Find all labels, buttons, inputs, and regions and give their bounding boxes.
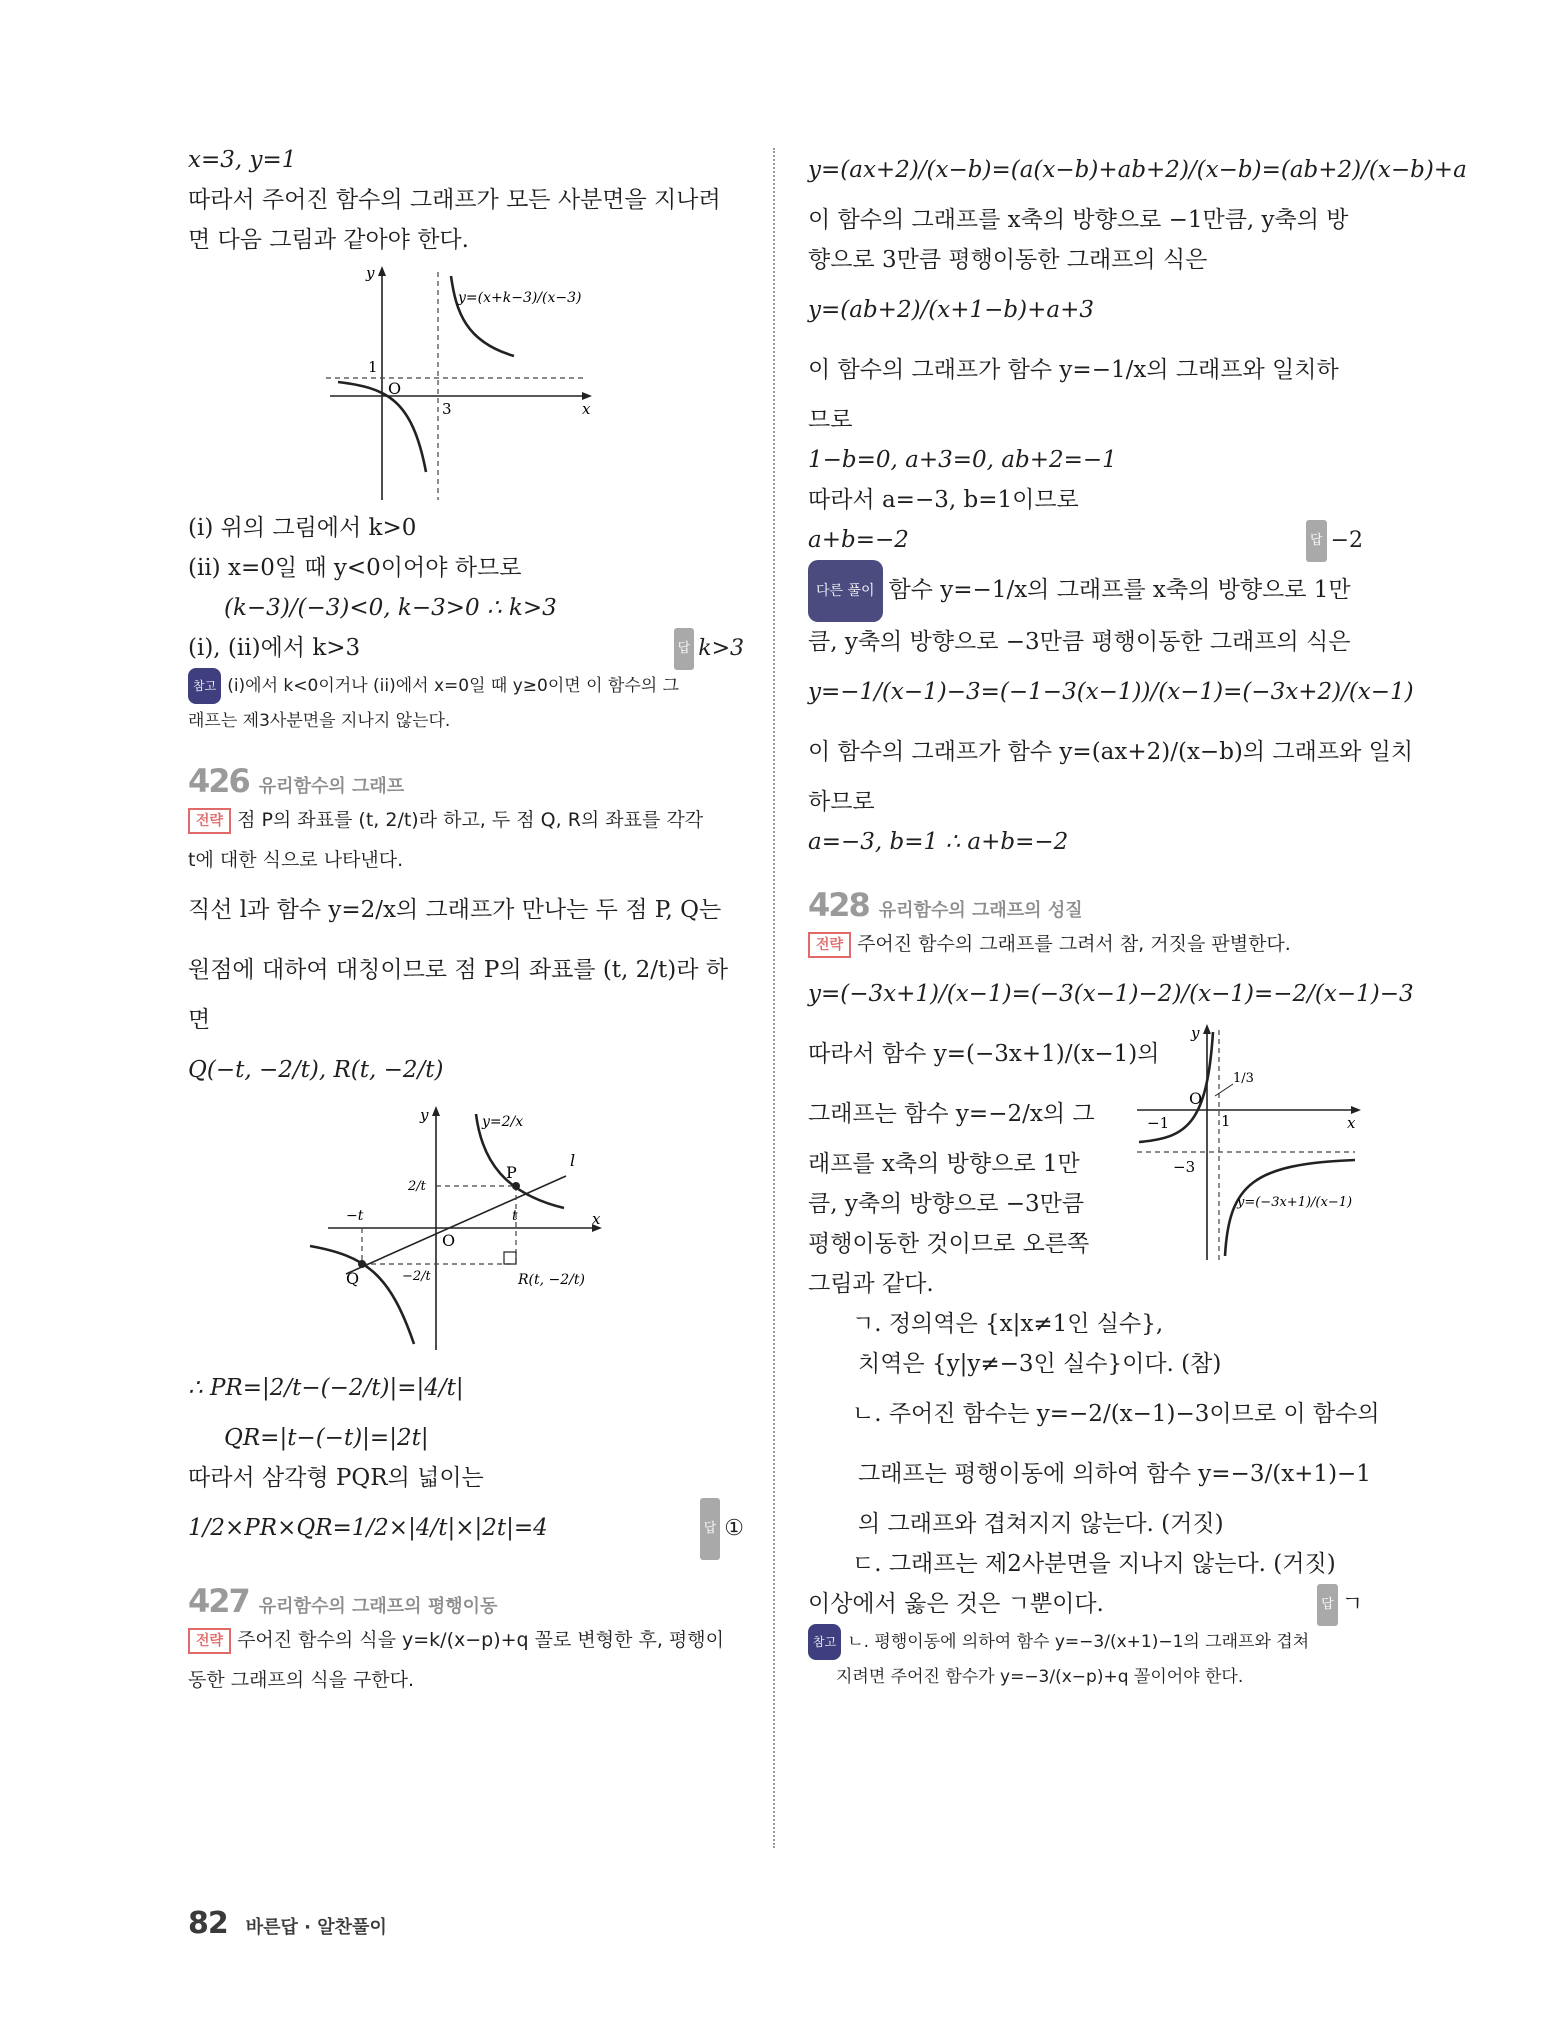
answer-value: ① [724,1516,744,1541]
text-line: 직선 l과 함수 y=2/x의 그래프가 만나는 두 점 P, Q는 [188,897,722,923]
text-span: a+b=−2 [808,527,909,553]
x-axis-label: x [592,1210,601,1228]
tick-label: −2/t [402,1269,431,1284]
text-line: y=(ab+2)/(x+1−b)+a+3 [808,297,1095,323]
line-label: l [570,1151,576,1170]
strategy-badge: 전략 [808,932,851,958]
section-title: 유리함수의 그래프의 평행이동 [258,1596,498,1617]
point-p-label: P [506,1163,517,1182]
text-span: 1/2×PR×QR=1/2×|4/t|×|2t|=4 [188,1515,548,1541]
text-line: (ii) x=0일 때 y<0이어야 하므로 [188,555,522,581]
text-span: 이상에서 옳은 것은 ㄱ뿐이다. [808,1591,1104,1617]
text-line: 따라서 주어진 함수의 그래프가 모든 사분면을 지나려 [188,187,721,213]
note-badge: 참고 [808,1624,841,1660]
text-span: (i), (ii)에서 k>3 [188,635,361,661]
tick-label: 1 [1221,1112,1231,1130]
section-number: 426 [188,762,249,800]
figure-hyperbola-428 [1133,1024,1363,1264]
note: 래프는 제3사분면을 지나지 않는다. [188,711,451,731]
origin-label: O [1189,1089,1203,1108]
text-line [808,1584,1363,1624]
text-line: y=−1/(x−1)−3=(−1−3(x−1))/(x−1)=(−3x+2)/(x−1) [808,679,1414,705]
tick-label: 3 [442,400,452,418]
answer [674,628,744,670]
answer [700,1498,744,1560]
text-line: ∴ PR=|2/t−(−2/t)|=|4/t| [188,1375,464,1401]
text-line [808,520,1363,560]
strategy: 동한 그래프의 식을 구한다. [188,1669,415,1691]
note [808,1624,1363,1660]
note-badge: 참고 [188,668,221,704]
text-line: ㄷ. 그래프는 제2사분면을 지나지 않는다. (거짓) [852,1551,1336,1577]
y-axis-label: y [420,1106,429,1124]
strategy-text: 주어진 함수의 그래프를 그려서 참, 거짓을 판별한다. [857,933,1291,955]
text-line: 그림과 같다. [808,1271,934,1297]
text-line [188,628,744,668]
text-line: 따라서 a=−3, b=1이므로 [808,487,1079,513]
text-line: 그래프는 함수 y=−2/x의 그 [808,1101,1095,1127]
page-number: 82 [188,1906,228,1941]
strategy [188,800,744,840]
text-line: 이 함수의 그래프가 함수 y=−1/x의 그래프와 일치하 [808,357,1339,383]
figure-hyperbola-2x [306,1104,626,1354]
origin-label: O [388,379,402,398]
point-r-label: R(t, −2/t) [518,1272,585,1288]
text-line: y=(ax+2)/(x−b)=(a(x−b)+ab+2)/(x−b)=(ab+2)/(x−b)+a [808,157,1467,183]
text-line: QR=|t−(−t)|=|2t| [224,1425,429,1451]
y-axis-label: y [366,264,375,282]
figure-block [808,1024,1363,1304]
curve-equation: y=2/x [482,1114,524,1130]
answer-value: −2 [1330,528,1363,553]
book-title: 바른답 · 알찬풀이 [245,1917,387,1938]
x-axis-label: x [582,400,591,418]
text-line: 따라서 함수 y=(−3x+1)/(x−1)의 [808,1041,1160,1067]
note-text: ㄴ. 평행이동에 의하여 함수 y=−3/(x+1)−1의 그래프와 겹쳐 [847,1632,1310,1652]
text-line: ㄴ. 주어진 함수는 y=−2/(x−1)−3이므로 이 함수의 [852,1401,1380,1427]
origin-label: O [442,1231,456,1250]
text-line: 이 함수의 그래프가 함수 y=(ax+2)/(x−b)의 그래프와 일치 [808,739,1414,765]
text-line: Q(−t, −2/t), R(t, −2/t) [188,1057,444,1083]
text-line: 므로 [808,407,853,433]
right-column [808,140,1467,1694]
answer [1317,1584,1363,1626]
x-axis-label: x [1347,1114,1356,1132]
text-line: 따라서 삼각형 PQR의 넓이는 [188,1465,484,1491]
tick-label: 2/t [408,1179,426,1194]
section-title: 유리함수의 그래프의 성질 [878,900,1083,921]
curve-equation: y=(x+k−3)/(x−3) [458,290,582,306]
text-line: 의 그래프와 겹쳐지지 않는다. (거짓) [858,1511,1224,1537]
text-line [188,1498,744,1558]
left-column [188,140,744,1700]
text-line: 평행이동한 것이므로 오른쪽 [808,1231,1090,1257]
answer-tag: 답 [1317,1584,1338,1626]
answer-value: ㄱ [1341,1592,1363,1617]
text-line: 면 다음 그림과 같아야 한다. [188,227,469,253]
tick-label: −1 [1147,1114,1170,1132]
tick-label: −3 [1173,1158,1196,1176]
alt-solution-badge: 다른 풀이 [808,560,883,622]
text-line: (k−3)/(−3)<0, k−3>0 ∴ k>3 [224,595,557,621]
strategy-text: 주어진 함수의 식을 y=k/(x−p)+q 꼴로 변형한 후, 평행이 [237,1629,724,1651]
note-text: (i)에서 k<0이거나 (ii)에서 x=0일 때 y≥0이면 이 함수의 그 [227,676,680,696]
section-number: 427 [188,1582,249,1620]
figure-hyperbola-k [316,264,616,504]
strategy [188,1620,744,1660]
section-header-426 [188,762,744,800]
text-line: 향으로 3만큼 평행이동한 그래프의 식은 [808,247,1208,273]
section-header-428 [808,886,1363,924]
text-line: y=(−3x+1)/(x−1)=(−3(x−1)−2)/(x−1)=−2/(x−1)−3 [808,981,1414,1007]
strategy [808,924,1363,964]
strategy-badge: 전략 [188,1628,231,1654]
tick-label: 1/3 [1233,1071,1254,1086]
text-line [808,560,1363,622]
section-number: 428 [808,886,869,924]
text-line: 치역은 {y|y≠−3인 실수}이다. (참) [858,1351,1222,1377]
tick-label: t [512,1208,518,1224]
text-span: 함수 y=−1/x의 그래프를 x축의 방향으로 1만 [888,577,1351,603]
point-q-label: Q [346,1269,360,1288]
text-line: x=3, y=1 [188,147,297,173]
answer-tag: 답 [674,628,695,670]
text-line: 그래프는 평행이동에 의하여 함수 y=−3/(x+1)−1 [858,1461,1371,1487]
text-line: (i) 위의 그림에서 k>0 [188,515,417,541]
section-header-427 [188,1582,744,1620]
text-line: 큼, y축의 방향으로 −3만큼 [808,1191,1085,1217]
answer [1306,520,1363,562]
text-line: 하므로 [808,789,875,815]
text-line: 면 [188,1007,211,1033]
tick-label: 1 [368,358,378,376]
text-line: 큼, y축의 방향으로 −3만큼 평행이동한 그래프의 식은 [808,629,1351,655]
text-line: a=−3, b=1 ∴ a+b=−2 [808,829,1069,855]
text-line: 래프를 x축의 방향으로 1만 [808,1151,1080,1177]
answer-value: k>3 [698,636,744,661]
note: 지려면 주어진 함수가 y=−3/(x−p)+q 꼴이어야 한다. [836,1667,1244,1687]
page-footer [188,1906,387,1941]
strategy: t에 대한 식으로 나타낸다. [188,849,404,871]
strategy-text: 점 P의 좌표를 (t, 2/t)라 하고, 두 점 Q, R의 좌표를 각각 [237,809,704,831]
answer-tag: 답 [700,1498,721,1560]
answer-tag: 답 [1306,520,1327,562]
tick-label: −t [346,1208,364,1224]
column-divider [773,148,775,1848]
text-line: 원점에 대하여 대칭이므로 점 P의 좌표를 (t, 2/t)라 하 [188,957,729,983]
note [188,668,744,704]
curve-equation: y=(−3x+1)/(x−1) [1237,1195,1353,1210]
strategy-badge: 전략 [188,808,231,834]
text-line: ㄱ. 정의역은 {x|x≠1인 실수}, [852,1311,1164,1337]
section-title: 유리함수의 그래프 [258,776,405,797]
text-line: 이 함수의 그래프를 x축의 방향으로 −1만큼, y축의 방 [808,207,1349,233]
text-line: 1−b=0, a+3=0, ab+2=−1 [808,447,1117,473]
y-axis-label: y [1191,1024,1200,1042]
